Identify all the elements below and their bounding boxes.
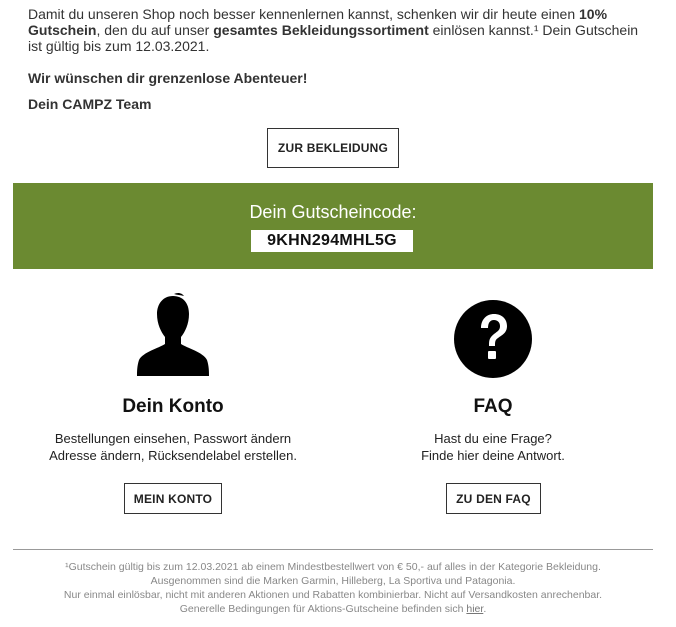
faq-line-1: Hast du eine Frage? — [434, 431, 552, 446]
zur-bekleidung-button[interactable]: ZUR BEKLEIDUNG — [267, 128, 399, 168]
coupon-banner — [13, 183, 653, 269]
user-silhouette-icon — [123, 292, 223, 382]
coupon-title: Dein Gutscheincode: — [249, 202, 417, 222]
intro-text-1: Damit du unseren Shop noch besser kennenlernen kannst, schenken wir dir heute einen — [28, 6, 580, 22]
mein-konto-button[interactable]: MEIN KONTO — [124, 483, 222, 514]
faq-title: FAQ — [473, 396, 513, 417]
signoff-text: Dein CAMPZ Team — [28, 96, 152, 112]
faq-section — [333, 292, 653, 464]
faq-line-2: Finde hier deine Antwort. — [421, 448, 565, 463]
intro-text-2: , den du auf unser — [96, 22, 214, 38]
conditions-link[interactable]: hier — [466, 603, 484, 615]
zu-den-faq-button[interactable]: ZU DEN FAQ — [446, 483, 541, 514]
footnote-line-4-end: . — [483, 603, 487, 615]
greeting-text: Wir wünschen dir grenzenlose Abenteuer! — [28, 70, 308, 86]
account-section — [13, 292, 333, 464]
question-circle-icon — [443, 292, 543, 382]
footnote-line-2: Ausgenommen sind die Marken Garmin, Hilleberg, La Sportiva und Patagonia. — [150, 575, 516, 587]
footnote-line-1: ¹Gutschein gültig bis zum 12.03.2021 ab einem Mindestbestellwert von € 50,- auf alles in der Kategorie Bekleidung. — [65, 561, 601, 573]
footer-divider — [13, 549, 653, 550]
footnote-line-3: Nur einmal einlösbar, nicht mit anderen Aktionen und Rabatten kombinierbar. Nicht auf Versandkosten anrechenbar. — [63, 589, 603, 601]
footnote-line-4 — [13, 602, 653, 616]
coupon-code[interactable]: 9KHN294MHL5G — [251, 230, 413, 252]
intro-discount: 10% Gutschein — [28, 6, 608, 38]
intro-text-3: einlösen kannst.¹ Dein Gutschein ist gültig bis zum 12.03.2021. — [28, 22, 639, 54]
account-title: Dein Konto — [122, 396, 224, 417]
account-line-1: Bestellungen einsehen, Passwort ändern — [54, 431, 292, 446]
faq-description — [333, 430, 653, 464]
intro-paragraph — [28, 6, 648, 54]
footnote — [13, 560, 653, 616]
account-line-2: Adresse ändern, Rücksendelabel erstellen. — [49, 448, 297, 463]
footnote-line-4-text: Generelle Bedingungen für Aktions-Gutscheine befinden sich — [179, 603, 467, 615]
account-description — [13, 430, 333, 464]
intro-assortment: gesamtes Bekleidungssortiment — [213, 22, 429, 38]
